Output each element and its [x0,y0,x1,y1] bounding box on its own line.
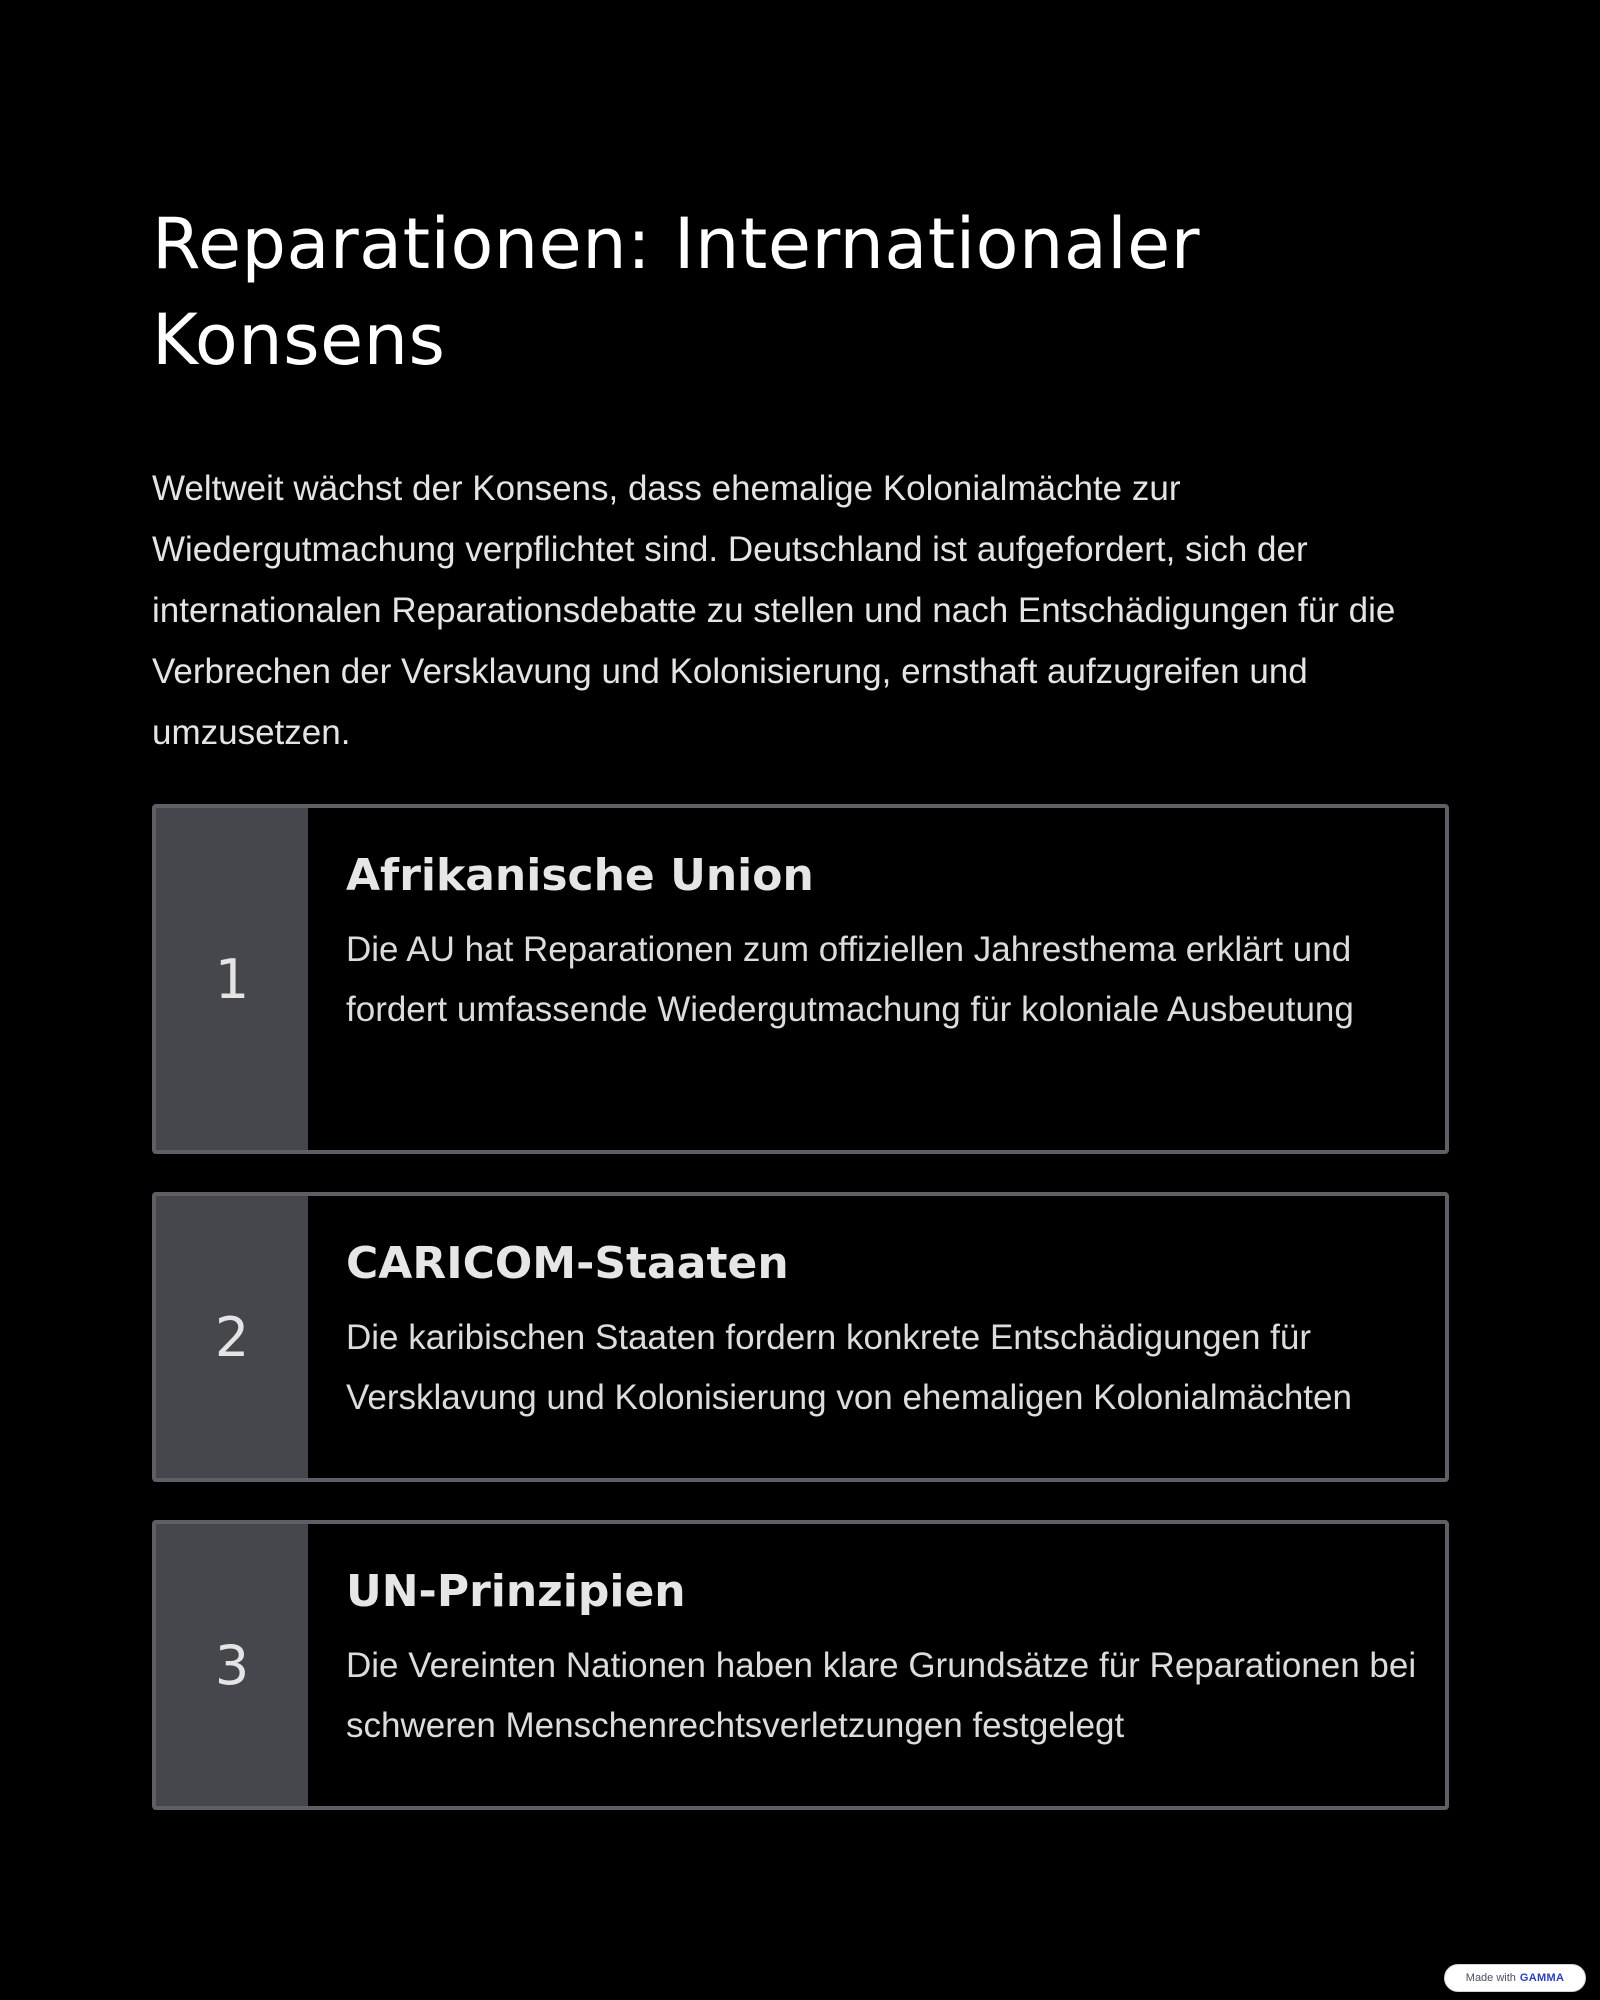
card-caricom [152,1192,1449,1482]
card-un-principles [152,1520,1449,1810]
card-number: 1 [156,808,308,1150]
made-with-gamma-badge[interactable] [1444,1964,1586,1992]
card-text: Die karibischen Staaten fordern konkrete Entschädigungen für Versklavung und Kolonisierung von ehemaligen Kolonialmächten [346,1318,1352,1417]
badge-prefix: Made with [1465,1972,1516,1984]
page-title-line-1: Reparationen: Internationaler [152,203,1201,285]
card-body [308,1196,1445,1478]
cards-list [152,804,1449,1848]
card-text: Die AU hat Reparationen zum offiziellen Jahresthema erklärt und fordert umfassende Wiedergutmachung für koloniale Ausbeutung [346,930,1354,1029]
card-number: 3 [156,1524,308,1806]
intro-paragraph: Weltweit wächst der Konsens, dass ehemalige Kolonialmächte zur Wiedergutmachung verpflichtet sind. Deutschland ist aufgefordert, sich der internationalen Reparationsdebatte zu stellen und nach Entschädigungen für die Verbrechen der Versklavung und Kolonisierung, ernsthaft aufzugreifen und umzusetzen. [152,469,1396,752]
card-body [308,1524,1445,1806]
card-title: Afrikanische Union [346,850,814,901]
card-number: 2 [156,1196,308,1478]
card-body [308,808,1445,1150]
page-title-line-2: Konsens [152,299,446,381]
gamma-logo-text: GAMMA [1519,1972,1565,1984]
card-african-union [152,804,1449,1154]
card-title: UN-Prinzipien [346,1566,686,1617]
page-title [152,196,1452,388]
card-title: CARICOM-Staaten [346,1238,789,1289]
card-text: Die Vereinten Nationen haben klare Grundsätze für Reparationen bei schweren Menschenrechtsverletzungen festgelegt [346,1646,1417,1745]
